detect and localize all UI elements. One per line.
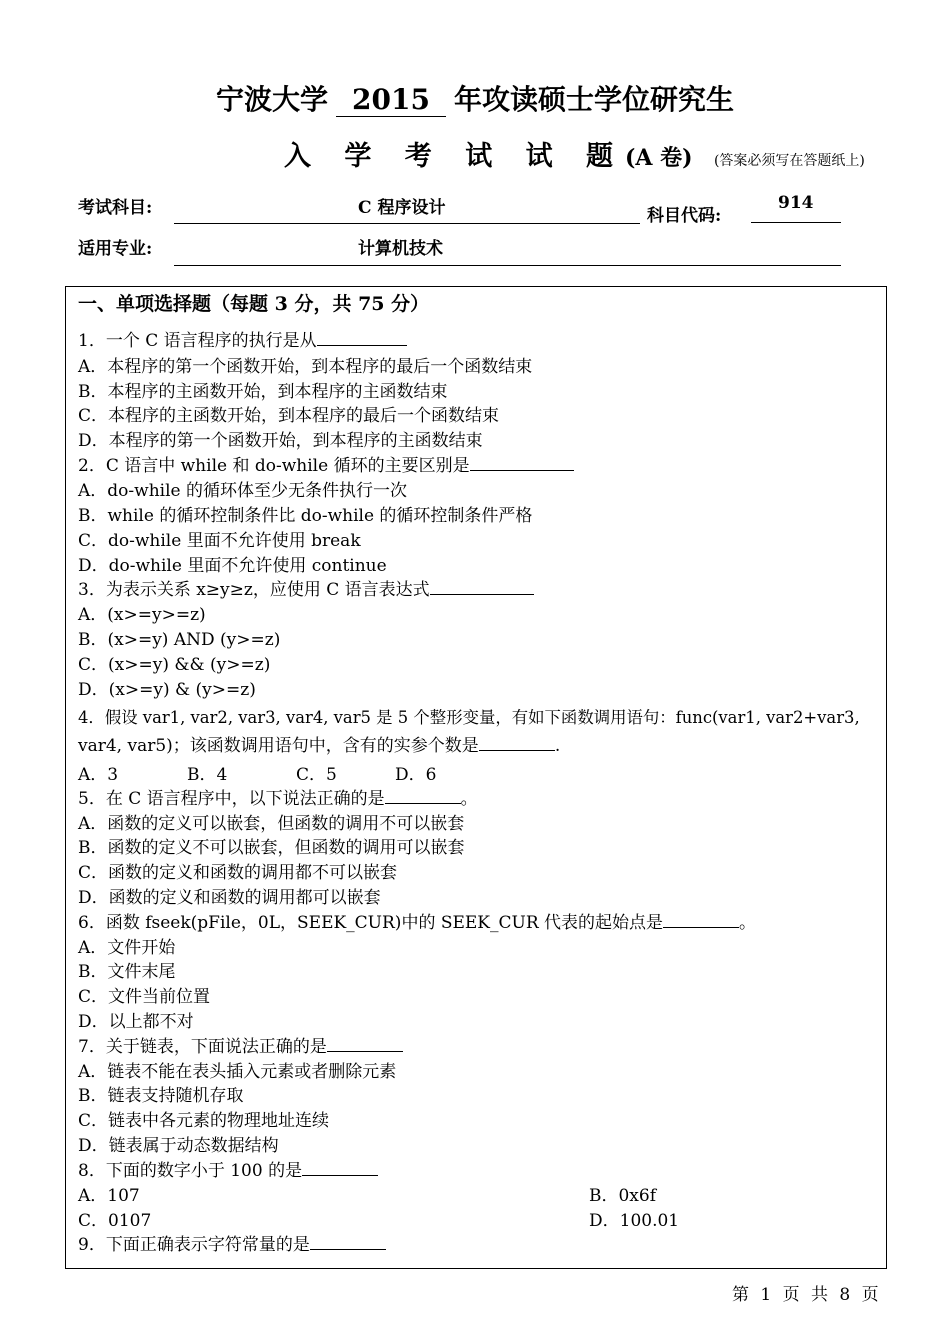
answer-blank: [310, 1233, 386, 1250]
option: D．6: [395, 765, 437, 785]
option: A．函数的定义可以嵌套，但函数的调用不可以嵌套: [78, 814, 465, 834]
university-name: 宁波大学: [215, 83, 328, 116]
option: C．函数的定义和函数的调用都不可以嵌套: [78, 863, 398, 883]
answer-blank: [302, 1159, 378, 1176]
option: C．本程序的主函数开始，到本程序的最后一个函数结束: [78, 406, 500, 426]
option: A．do-while 的循环体至少无条件执行一次: [78, 481, 407, 501]
option: B．4: [187, 765, 228, 785]
option: B．while 的循环控制条件比 do-while 的循环控制条件严格: [78, 506, 533, 526]
exam-year: 2015: [336, 84, 446, 117]
option: D．(x>=y) & (y>=z): [78, 680, 256, 700]
option: D．函数的定义和函数的调用都可以嵌套: [78, 888, 381, 908]
answer-blank: [663, 911, 739, 928]
question-5: 5．在 C 语言程序中，以下说法正确的是 。: [78, 789, 478, 809]
option: A．文件开始: [78, 938, 176, 958]
subject-underline: [174, 223, 640, 224]
option: C．0107: [78, 1211, 152, 1231]
question-7: 7．关于链表，下面说法正确的是: [78, 1035, 403, 1059]
code-label: 科目代码:: [647, 206, 722, 226]
code-underline: [751, 222, 841, 223]
question-1: 1．一个 C 语言程序的执行是从: [78, 329, 407, 353]
answer-blank: [385, 787, 461, 804]
option: B．0x6f: [589, 1186, 657, 1206]
option: B．(x>=y) AND (y>=z): [78, 630, 281, 650]
option: A．107: [78, 1186, 140, 1206]
option: B．函数的定义不可以嵌套，但函数的调用可以嵌套: [78, 838, 465, 858]
option: B．本程序的主函数开始，到本程序的主函数结束: [78, 382, 448, 402]
option: C．5: [296, 765, 337, 785]
option: C．do-while 里面不允许使用 break: [78, 531, 361, 551]
paper-version: (A 卷): [625, 145, 693, 171]
option: D．链表属于动态数据结构: [78, 1136, 279, 1156]
subject-value: C 程序设计: [358, 198, 446, 218]
option: D．do-while 里面不允许使用 continue: [78, 556, 387, 576]
question-6: 6．函数 fseek(pFile，0L，SEEK_CUR)中的 SEEK_CUR 代表的起始点是 。: [78, 913, 757, 933]
option: D．以上都不对: [78, 1012, 194, 1032]
major-label: 适用专业:: [78, 239, 153, 259]
exam-subtitle: [284, 134, 865, 173]
question-8: 8．下面的数字小于 100 的是: [78, 1159, 378, 1183]
answer-blank: [317, 329, 407, 346]
option: D．本程序的第一个函数开始，到本程序的主函数结束: [78, 431, 483, 451]
option: C．(x>=y) && (y>=z): [78, 655, 271, 675]
major-underline: [174, 265, 841, 266]
option: B．链表支持随机存取: [78, 1086, 244, 1106]
page-number: 第 1 页 共 8 页: [732, 1285, 879, 1305]
section-title: 一、单项选择题（每题 3 分，共 75 分）: [78, 293, 430, 315]
answer-note: (答案必须写在答题纸上): [713, 153, 865, 169]
option: D．100.01: [589, 1211, 680, 1231]
answer-blank: [479, 734, 555, 751]
question-4: 4．假设 var1, var2, var3, var4, var5 是 5 个整形变量，有如下函数调用语句：func(var1, var2+var3,: [78, 708, 860, 727]
option: A．链表不能在表头插入元素或者删除元素: [78, 1062, 397, 1082]
answer-blank: [430, 578, 534, 595]
subtitle-text: 入 学 考 试 试 题: [284, 141, 625, 172]
code-value: 914: [778, 193, 814, 213]
subject-label: 考试科目:: [78, 198, 153, 218]
title-suffix: 年攻读硕士学位研究生: [454, 83, 735, 116]
exam-title: [0, 78, 950, 118]
answer-blank: [327, 1035, 403, 1052]
option: C．链表中各元素的物理地址连续: [78, 1111, 330, 1131]
option: A．3: [78, 765, 119, 785]
question-4-cont: var4, var5)；该函数调用语句中，含有的实参个数是 .: [78, 736, 561, 756]
question-9: 9．下面正确表示字符常量的是: [78, 1233, 386, 1257]
major-value: 计算机技术: [358, 239, 443, 259]
option: A．本程序的第一个函数开始，到本程序的最后一个函数结束: [78, 357, 533, 377]
option: C．文件当前位置: [78, 987, 211, 1007]
answer-blank: [470, 454, 574, 471]
question-3: 3．为表示关系 x≥y≥z，应使用 C 语言表达式: [78, 578, 534, 602]
option: A．(x>=y>=z): [78, 605, 206, 625]
option: B．文件末尾: [78, 962, 176, 982]
question-2: 2．C 语言中 while 和 do-while 循环的主要区别是: [78, 454, 574, 478]
